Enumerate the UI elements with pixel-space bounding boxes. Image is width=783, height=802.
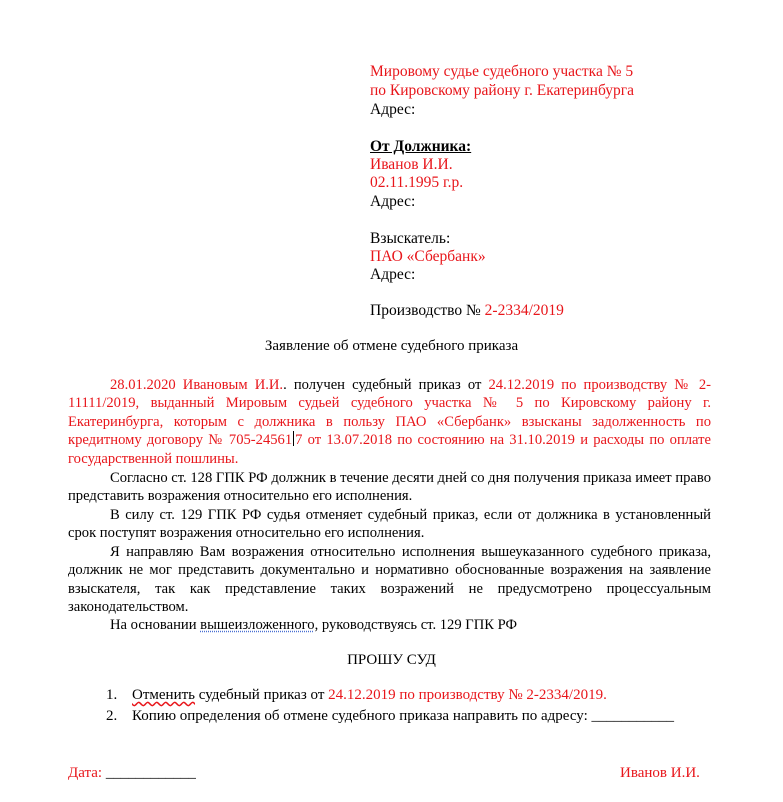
date-line — [68, 764, 196, 782]
p5-start: На основании — [110, 617, 201, 633]
request-item-text: Копию определения об отмене судебного приказа направить по адресу: ___________ — [132, 708, 675, 724]
request-item-number: 1. — [106, 687, 118, 703]
claimant-label: Взыскатель: — [370, 230, 451, 247]
date-blank: ____________ — [102, 765, 196, 781]
request-item-verb: Отменить — [132, 687, 195, 703]
paragraph-1 — [68, 376, 711, 468]
p5-underlined-word: вышеизложенного — [200, 617, 315, 633]
request-item-reference: 24.12.2019 по производству № 2-2334/2019. — [328, 687, 607, 703]
request-item-2 — [106, 708, 674, 725]
request-item-number: 2. — [106, 708, 118, 724]
case-label: Производство № — [370, 302, 485, 319]
paragraph-4: Я направляю Вам возражения относительно исполнения вышеуказанного судебного приказа, должник не мог представить документально и нормативно обоснованные возражения на заявление взыскателя, так как представление таких возражений не предусмотрено процессуальным законодательством. — [68, 544, 711, 616]
p1-order-details: 24.12.2019 по производству № 2-11111/2019, выданный Мировым судьей судебного участка № 5 по Кировскому району г. Екатеринбурга, которым с должника в пользу ПАО «Сбербанк» взысканы задолженность по кредитному договору № 705-24561 — [68, 377, 711, 449]
request-heading: ПРОШУ СУД — [347, 652, 436, 668]
court-address-label: Адрес: — [370, 101, 416, 118]
case-number-line — [370, 302, 564, 320]
date-label: Дата: — [68, 765, 103, 781]
debtor-birth-date: 02.11.1995 г.р. — [370, 174, 464, 191]
debtor-heading: От Должника: — [370, 138, 472, 155]
case-number: 2-2334/2019 — [484, 302, 564, 319]
p1-date-name: 28.01.2020 Ивановым И.И. — [110, 377, 284, 393]
document-title: Заявление об отмене судебного приказа — [264, 338, 519, 354]
addressee-line-2: по Кировскому району г. Екатеринбурга — [370, 82, 635, 99]
request-item-text: судебный приказ от — [195, 687, 329, 703]
request-item-1 — [106, 687, 607, 704]
claimant-address-label: Адрес: — [370, 266, 416, 283]
p1-order-details-end: 7 от 13.07.2018 по состоянию на 31.10.2019 и расходы по оплате государственной пошлины. — [68, 432, 711, 467]
signature-name: Иванов И.И. — [620, 765, 700, 781]
debtor-address-label: Адрес: — [370, 193, 416, 210]
paragraph-2: Согласно ст. 128 ГПК РФ должник в течение десяти дней со дня получения приказа имеет право представить возражения относительно его исполнения. — [68, 470, 711, 505]
paragraph-3: В силу ст. 129 ГПК РФ судья отменяет судебный приказ, если от должника в установленный срок поступят возражения относительно его исполнения. — [68, 507, 711, 542]
claimant-name: ПАО «Сбербанк» — [370, 248, 486, 265]
addressee-line-1: Мировому судье судебного участка № 5 — [370, 63, 634, 80]
text-cursor — [293, 431, 294, 446]
paragraph-5 — [68, 616, 711, 634]
debtor-name: Иванов И.И. — [370, 156, 453, 173]
p5-end: , руководствуясь ст. 129 ГПК РФ — [314, 617, 518, 633]
p1-received: . получен судебный приказ от — [283, 377, 489, 393]
